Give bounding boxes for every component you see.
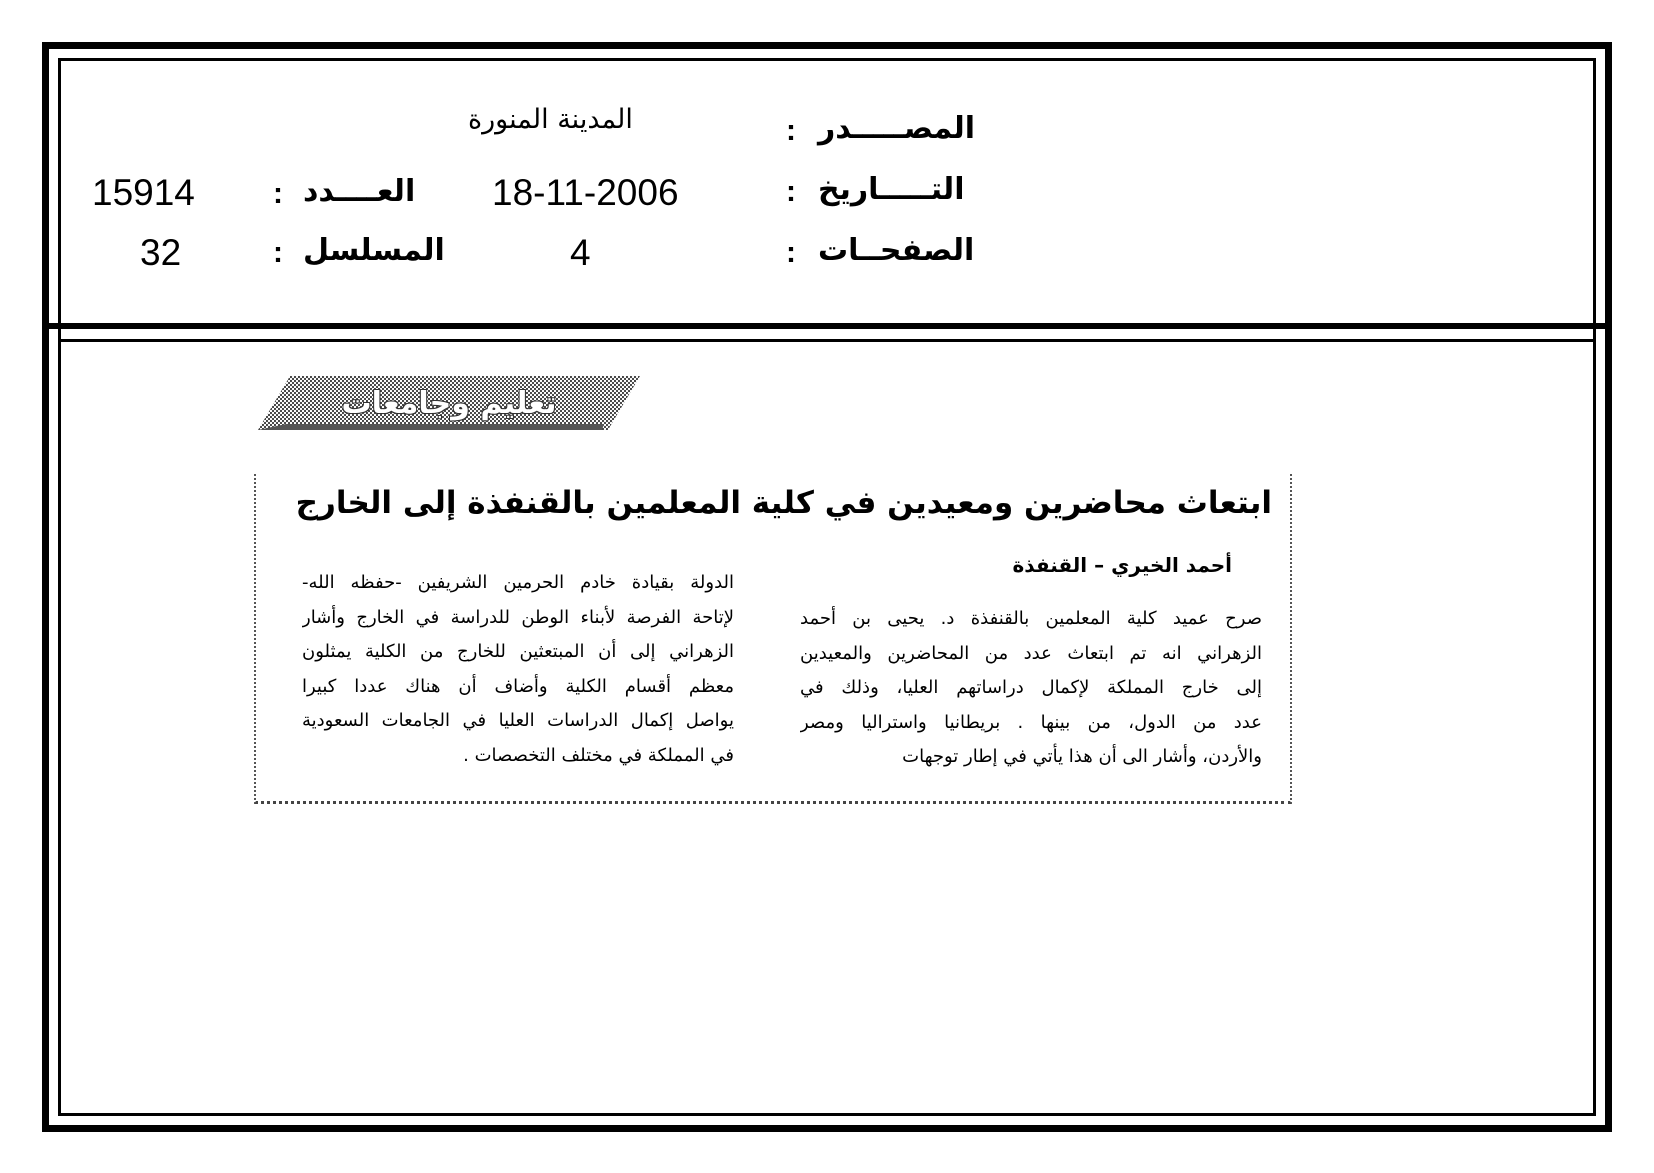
article-line: في المملكة في مختلف التخصصات . (463, 744, 734, 766)
header-divider-inner (58, 339, 1596, 342)
section-banner-title: تعليم وجامعات (341, 385, 557, 421)
article-byline: أحمد الخيري – القنفذة (1012, 553, 1232, 577)
serial-value: 32 (140, 232, 182, 273)
issue-label: العــــدد (303, 174, 416, 209)
article-line: يواصل إكمال الدراسات العليا في الجامعات السعودية (302, 710, 734, 731)
article-line: عدد من الدول، من بينها . بريطانيا واستراليا ومصر (800, 711, 1262, 733)
article-line: لإتاحة الفرصة لأبناء الوطن للدراسة في الخارج وأشار (302, 606, 734, 628)
date-colon: : (786, 175, 796, 208)
pages-value: 4 (570, 232, 591, 273)
article-column-right (800, 602, 1262, 775)
date-value: 18-11-2006 (492, 172, 679, 213)
serial-label: المسلسل (303, 233, 445, 268)
source-value: المدينة المنورة (468, 104, 633, 135)
issue-colon: : (273, 177, 283, 210)
article-line: صرح عميد كلية المعلمين بالقنفذة د. يحيى بن أحمد (800, 608, 1262, 629)
article-line: الدولة بقيادة خادم الحرمين الشريفين -حفظه الله- (302, 572, 734, 593)
article-line: الزهراني انه تم ابتعاث عدد من المحاضرين والمعيدين (800, 642, 1262, 664)
article-headline: ابتعاث محاضرين ومعيدين في كلية المعلمين بالقنفذة إلى الخارج (295, 485, 1272, 521)
article-line: معظم أقسام الكلية وأضاف أن هناك عددا كبيرا (302, 675, 734, 697)
pages-colon: : (786, 236, 796, 269)
header-divider (42, 323, 1612, 329)
article-line: إلى خارج المملكة لإكمال دراساتهم العليا، وذلك في (800, 677, 1262, 698)
article-line: الزهراني إلى أن المبتعثين للخارج من الكلية يمثلون (302, 641, 734, 662)
source-colon: : (786, 114, 796, 147)
serial-colon: : (273, 236, 283, 269)
issue-value: 15914 (92, 172, 195, 213)
source-label: المصـــــدر (818, 111, 976, 146)
article-line: والأردن، وأشار الى أن هذا يأتي في إطار توجهات (902, 746, 1262, 767)
article-column-left (302, 566, 734, 773)
date-label: التـــــاريخ (818, 172, 965, 207)
pages-label: الصفحــات (818, 233, 975, 268)
